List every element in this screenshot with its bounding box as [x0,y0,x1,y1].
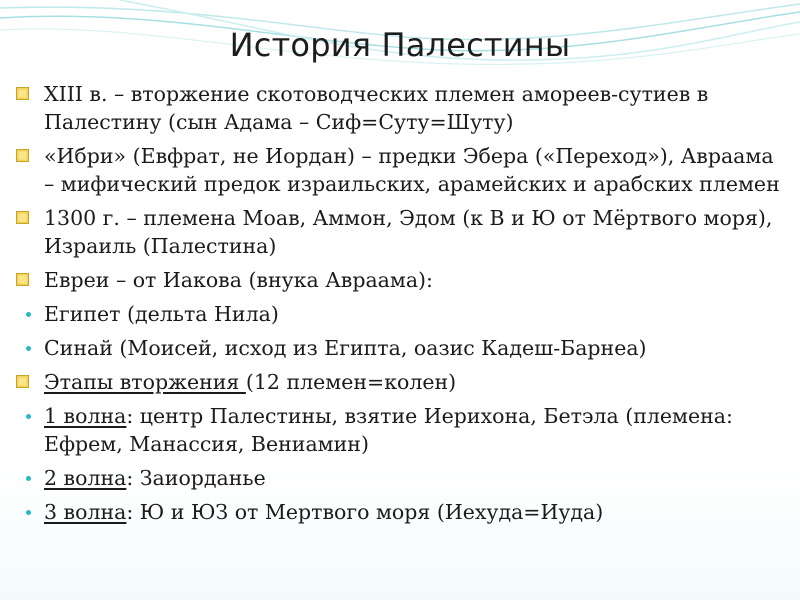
list-item-underlined: 3 волна [44,500,127,524]
list-subitem [14,402,784,458]
list-subitem [14,498,784,526]
list-item-text: Евреи – от Иакова (внука Авраама): [44,268,433,292]
bullet-list [14,80,784,532]
list-item-text: XIII в. – вторжение скотоводческих племен амореев-сутиев в Палестину (сын Адама – Сиф=Суту=Шуту) [44,82,709,134]
list-item-underlined: 1 волна [44,404,127,428]
square-bullet-icon [16,149,29,162]
dot-bullet-icon [26,414,31,419]
list-item-text: : центр Палестины, взятие Иерихона, Бетэла (племена: Ефрем, Манассия, Вениамин) [44,404,733,456]
square-bullet-icon [16,87,29,100]
dot-bullet-icon [26,346,31,351]
list-item-text: 1300 г. – племена Моав, Аммон, Эдом (к В и Ю от Мёртвого моря), Израиль (Палестина) [44,206,773,258]
list-item-text: «Ибри» (Евфрат, не Иордан) – предки Эбера («Переход»), Авраама – мифический предок израильских, арамейских и арабских племен [44,144,780,196]
dot-bullet-icon [26,510,31,515]
list-item [14,142,784,198]
list-item [14,204,784,260]
list-subitem [14,464,784,492]
list-item-text: : Заиорданье [126,466,266,490]
list-item-underlined: 2 волна [44,466,127,490]
list-subitem [14,334,784,362]
list-item [14,368,784,396]
list-item-text: Египет (дельта Нила) [44,302,279,326]
square-bullet-icon [16,375,29,388]
dot-bullet-icon [26,476,31,481]
page-title: История Палестины [229,26,571,64]
list-item-text: Синай (Моисей, исход из Египта, оазис Кадеш-Барнеа) [44,336,647,360]
list-item-underlined: Этапы вторжения [44,370,246,394]
dot-bullet-icon [26,312,31,317]
list-item [14,266,784,294]
square-bullet-icon [16,211,29,224]
list-subitem [14,300,784,328]
list-item-text: : Ю и ЮЗ от Мертвого моря (Иехуда=Иуда) [126,500,604,524]
list-item [14,80,784,136]
square-bullet-icon [16,273,29,286]
list-item-text: (12 племен=колен) [245,370,457,394]
